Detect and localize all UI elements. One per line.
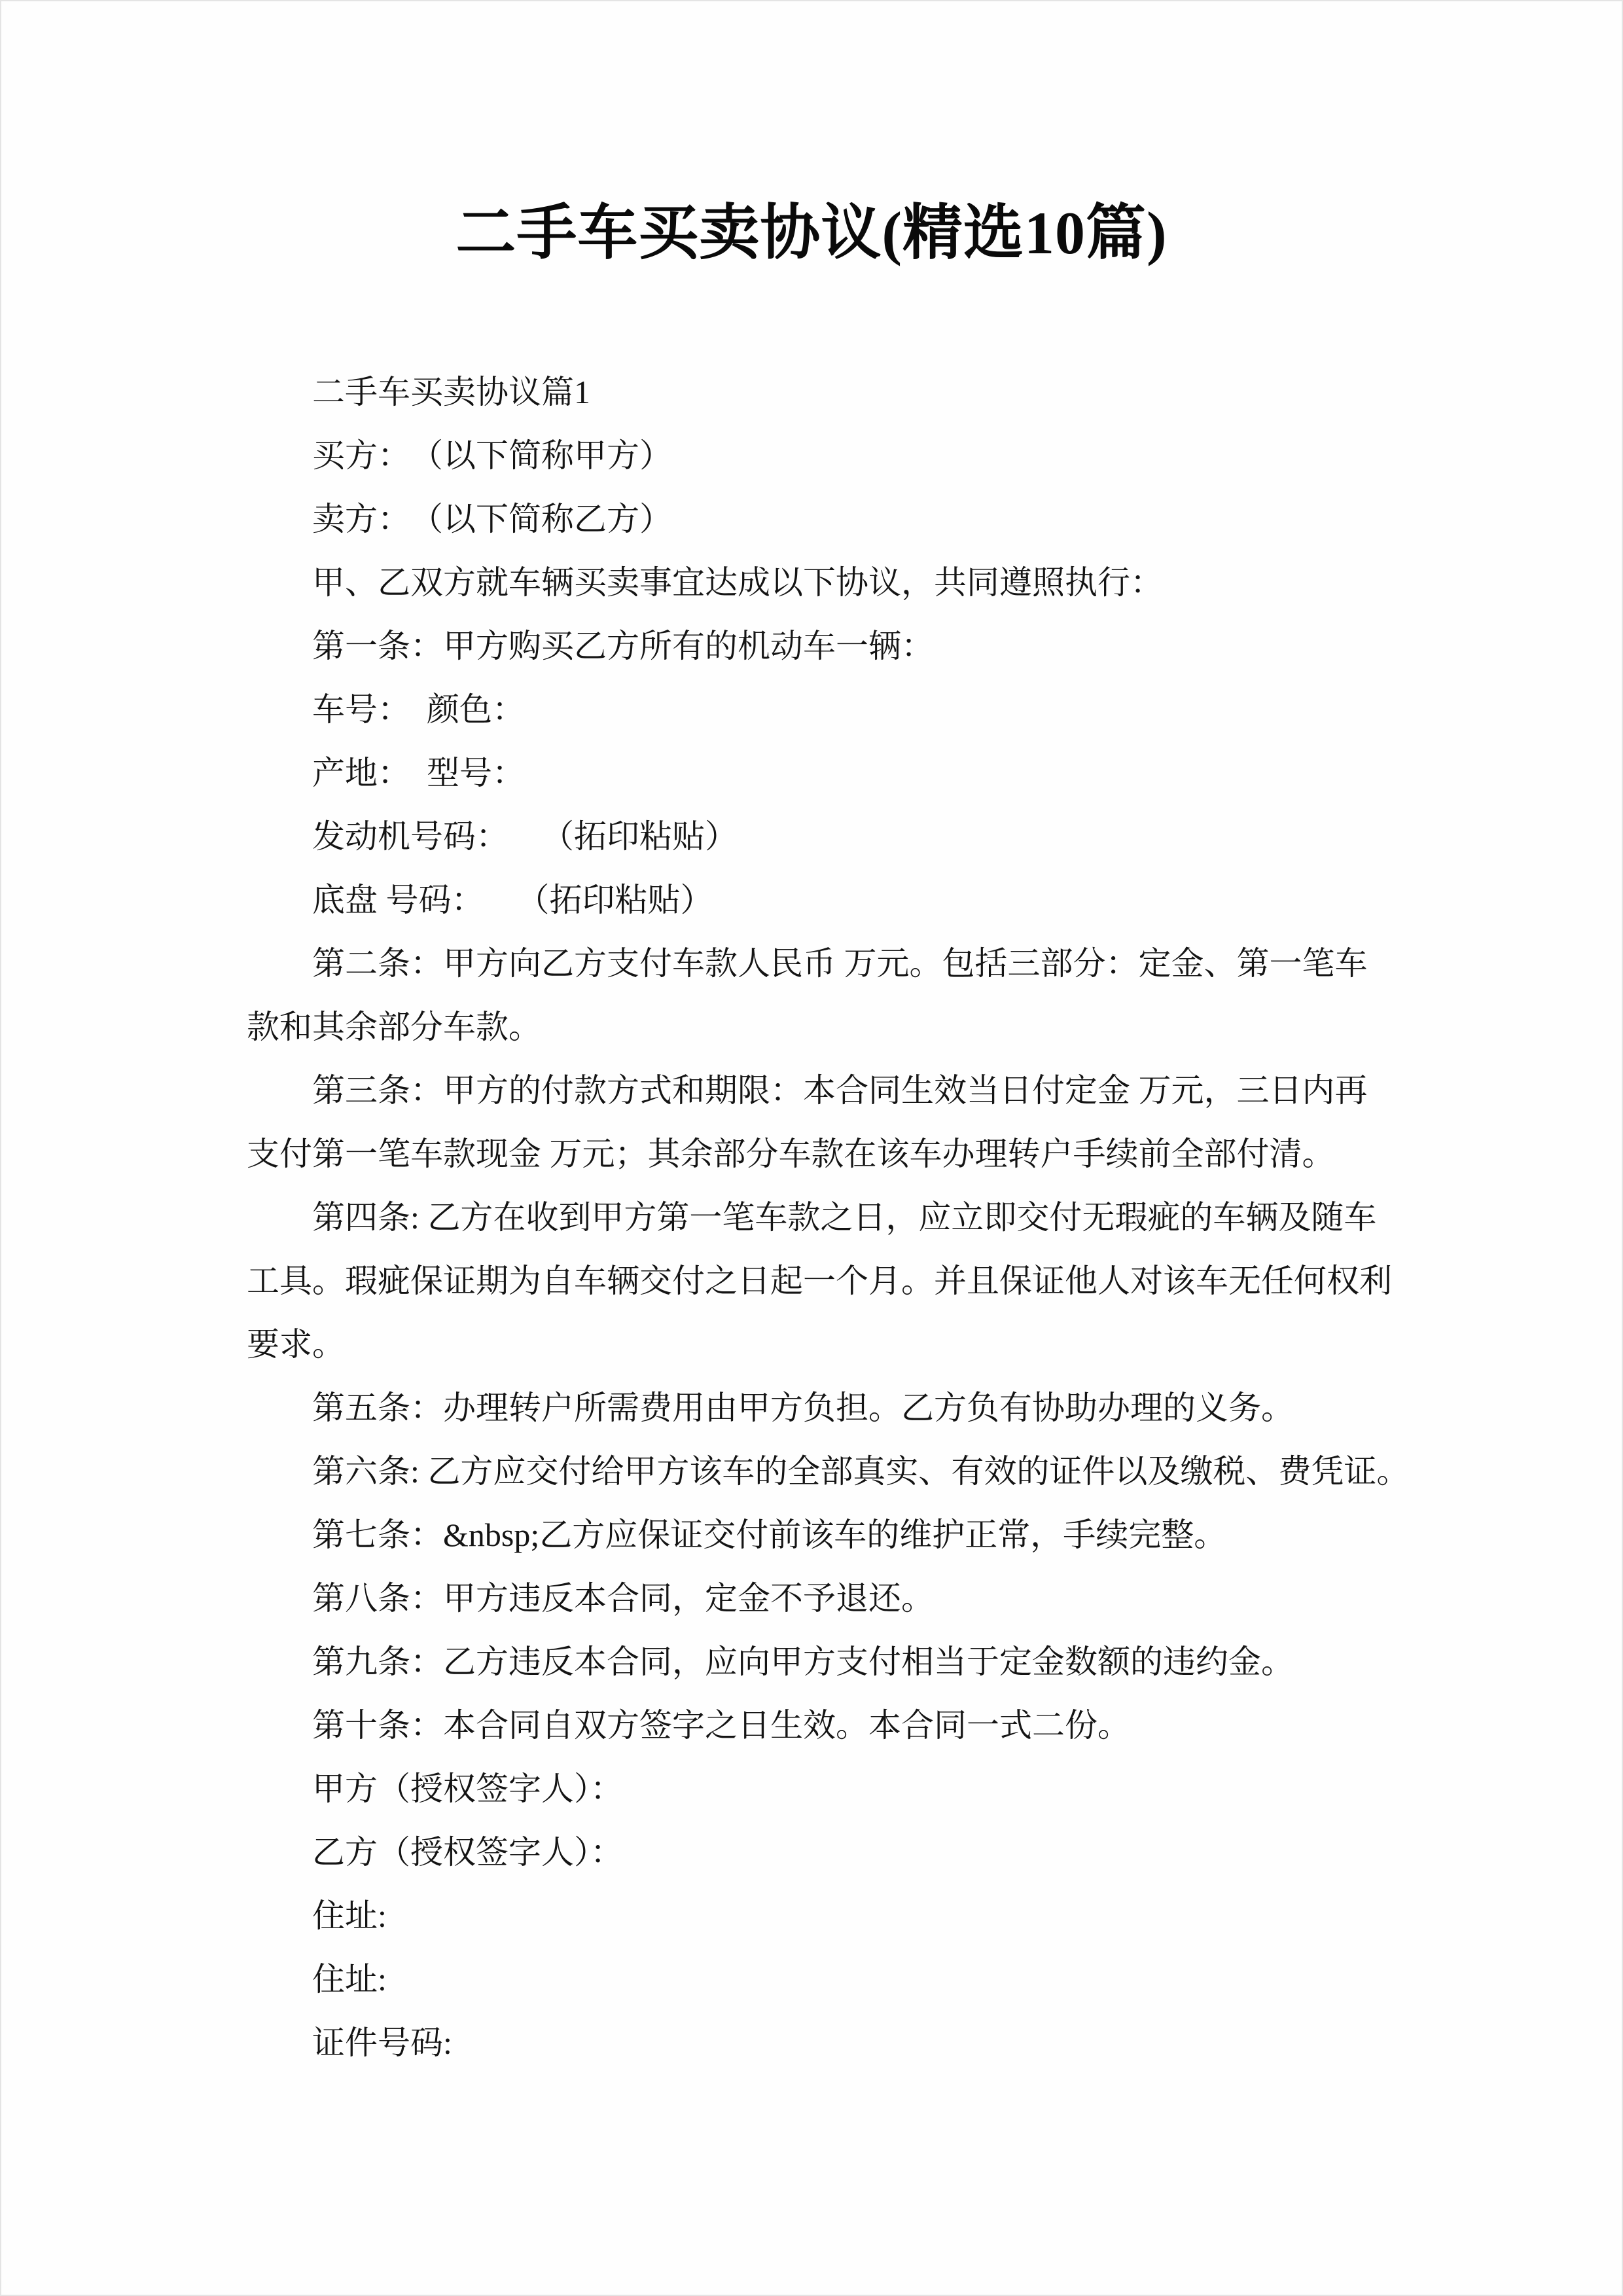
document-line: 第五条：办理转户所需费用由甲方负担。乙方负有协助办理的义务。	[312, 1390, 1294, 1426]
page-title: 二手车买卖协议(精选10篇)	[455, 200, 1168, 266]
document-line: 乙方（授权签字人）：	[312, 1834, 623, 1871]
document-line: 发动机号码： （拓印粘贴）	[312, 818, 738, 855]
document-line: 第二条：甲方向乙方支付车款人民币 万元。包括三部分：定金、第一笔车	[312, 945, 1368, 982]
document-line: 第九条：乙方违反本合同，应向甲方支付相当于定金数额的违约金。	[312, 1643, 1294, 1680]
document-line: 第六条: 乙方应交付给甲方该车的全部真实、有效的证件以及缴税、费凭证。	[312, 1453, 1410, 1490]
document-line: 工具。瑕疵保证期为自车辆交付之日起一个月。并且保证他人对该车无任何权利	[247, 1263, 1392, 1299]
document-line: 第一条：甲方购买乙方所有的机动车一辆：	[312, 628, 934, 664]
document-line: 住址:	[312, 1897, 387, 1934]
document-line: 第十条：本合同自双方签字之日生效。本合同一式二份。	[312, 1707, 1130, 1744]
document-line: 甲方（授权签字人）：	[312, 1770, 623, 1807]
document-line: 第三条：甲方的付款方式和期限：本合同生效当日付定金 万元，三日内再	[312, 1072, 1368, 1109]
document-line: 第八条：甲方违反本合同，定金不予退还。	[312, 1580, 934, 1617]
document-line: 第七条：&nbsp;乙方应保证交付前该车的维护正常，手续完整。	[312, 1516, 1227, 1553]
document-line: 支付第一笔车款现金 万元；其余部分车款在该车办理转户手续前全部付清。	[247, 1136, 1335, 1172]
document-line: 住址:	[312, 1961, 387, 1998]
document-line: 甲、乙双方就车辆买卖事宜达成以下协议，共同遵照执行：	[312, 564, 1163, 601]
document-line: 车号： 颜色：	[312, 691, 525, 728]
document-line: 二手车买卖协议篇1	[312, 374, 590, 410]
document-line: 证件号码:	[312, 2024, 452, 2061]
document-line: 买方： （以下简称甲方）	[312, 437, 672, 474]
document-line: 款和其余部分车款。	[247, 1009, 541, 1045]
document-line: 产地： 型号：	[312, 755, 525, 791]
document-line: 底盘 号码： （拓印粘贴）	[312, 882, 713, 918]
document-body	[247, 361, 1410, 2075]
document-line: 要求。	[247, 1326, 345, 1363]
document-line: 第四条: 乙方在收到甲方第一笔车款之日，应立即交付无瑕疵的车辆及随车	[312, 1199, 1377, 1236]
document-line: 卖方： （以下简称乙方）	[312, 501, 672, 537]
